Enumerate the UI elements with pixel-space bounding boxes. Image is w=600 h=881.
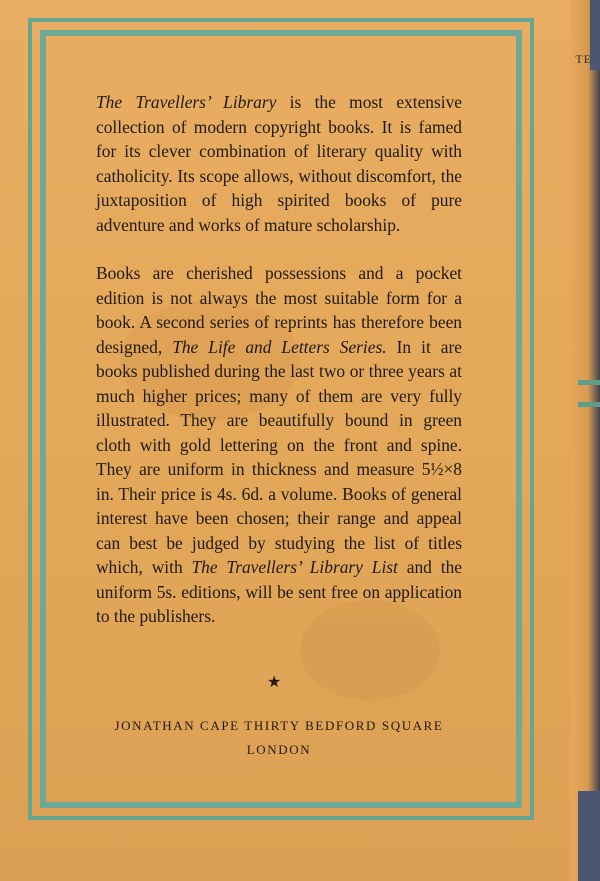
paragraph-text: Books are cherished possessions and a pocket edition is not always the most suitable form for a book. A second series of reprints has therefore been designed, xyxy=(96,263,462,357)
publisher-imprint xyxy=(96,714,462,762)
star-ornament: ★ xyxy=(267,672,282,691)
blurb-text xyxy=(96,90,462,629)
spine-green-stripe xyxy=(578,380,600,385)
spine-edge xyxy=(570,0,600,881)
publisher-address: JONATHAN CAPE THIRTY BEDFORD SQUARE xyxy=(114,718,444,733)
paragraph-text: is the most extensive collection of modern copyright books. It is famed for its clever combination of literary quality with catholicity. Its scope allows, without discomfort, the juxtaposition of high spirited books of pure adventure and works of mature scholarship. xyxy=(96,92,463,235)
paragraph-intro xyxy=(96,90,462,237)
series-title: The Travellers’ Library xyxy=(96,92,277,112)
spine-green-stripe xyxy=(578,402,600,407)
paragraph-text: and the uniform 5s. editions, will be sent free on application to the publishers. xyxy=(96,557,462,626)
spine-title-fragment: TE xyxy=(575,52,592,66)
spine-cloth-bottom xyxy=(578,791,600,881)
paragraph-text: In it are books published during the last two or three years at much higher prices; many of them are very fully illustrated. They are beautifully bound in green cloth with gold lettering on the front and spine. They are uniform in thickness and measure 5½×8 in. Their price is 4s. 6d. a volume. Books of general interest have been chosen; their range and appeal can best be judged by studying the list of titles which, with xyxy=(96,336,463,577)
publisher-city: LONDON xyxy=(246,742,312,757)
series-title: The Travellers’ Library List xyxy=(191,557,398,577)
series-title: The Life and Letters Series. xyxy=(172,336,387,357)
paragraph-second-series xyxy=(96,261,462,629)
